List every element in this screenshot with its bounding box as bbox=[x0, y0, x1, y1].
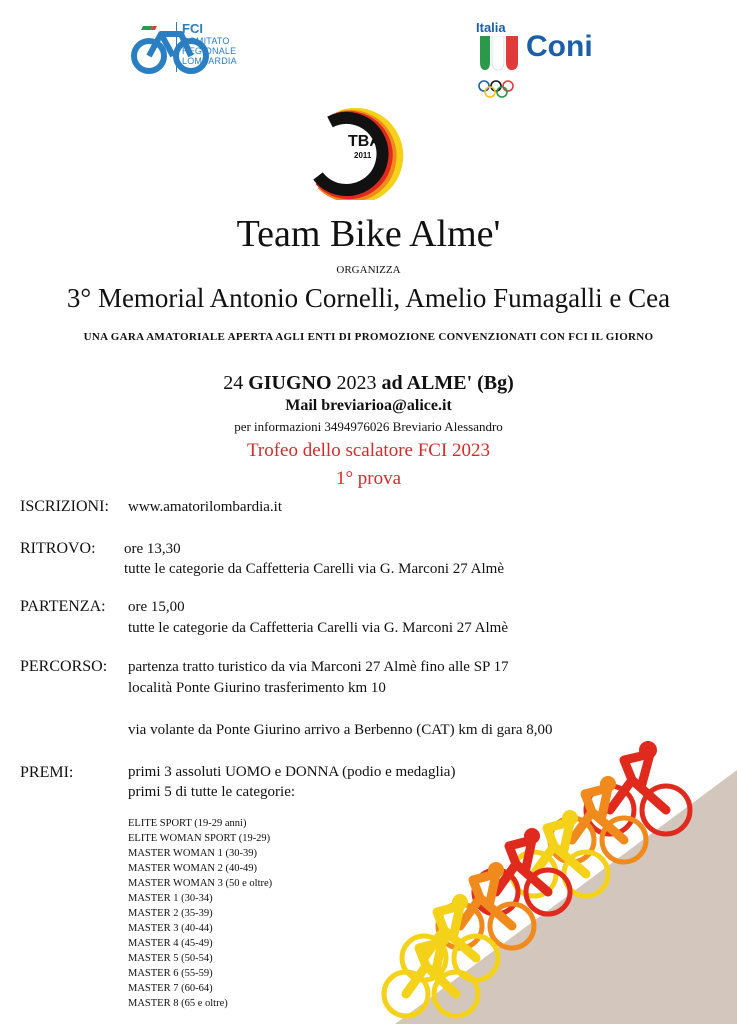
trofeo-title: Trofeo dello scalatore FCI 2023 bbox=[246, 440, 491, 461]
percorso-line2: località Ponte Giurino trasferimento km 10 bbox=[128, 680, 386, 696]
premi-line2: primi 5 di tutte le categorie: bbox=[128, 784, 296, 800]
coni-wordmark: Coni bbox=[526, 30, 593, 63]
premi-line1: primi 3 assoluti UOMO e DONNA (podio e medaglia) bbox=[128, 764, 456, 780]
category-item: ELITE WOMAN SPORT (19-29) bbox=[128, 833, 271, 844]
partenza-time: ore 15,00 bbox=[128, 599, 185, 615]
category-item: MASTER 7 (60-64) bbox=[128, 983, 213, 994]
category-list bbox=[128, 816, 272, 1011]
category-item: ELITE SPORT (19-29 anni) bbox=[128, 818, 247, 829]
tba-logo-year: 2011 bbox=[354, 151, 372, 160]
event-place: ad ALME' (Bg) bbox=[381, 372, 514, 394]
percorso-line1: partenza tratto turistico da via Marconi 27 Almè fino alle SP 17 bbox=[128, 659, 509, 675]
percorso-line3: via volante da Ponte Giurino arrivo a Berbenno (CAT) km di gara 8,00 bbox=[128, 722, 553, 738]
event-date bbox=[0, 372, 737, 395]
fci-bicycle-logo bbox=[84, 18, 264, 80]
event-month: GIUGNO bbox=[248, 372, 332, 394]
category-item: MASTER 1 (30-34) bbox=[128, 893, 213, 904]
coni-italia-label: Italia bbox=[476, 20, 506, 35]
ritrovo-detail: tutte le categorie da Caffetteria Carelli via G. Marconi 27 Almè bbox=[124, 561, 504, 577]
event-day: 24 bbox=[223, 372, 244, 394]
partenza-label: PARTENZA: bbox=[20, 598, 106, 615]
contact-mail: Mail breviarioa@alice.it bbox=[285, 397, 452, 414]
tba-logo-text: TBA bbox=[348, 133, 381, 150]
fci-line-lombardia: LOMBARDIA bbox=[182, 56, 237, 66]
cyclists-illustration bbox=[380, 740, 737, 1024]
fci-acronym: FCI bbox=[182, 21, 203, 36]
percorso-label: PERCORSO: bbox=[20, 658, 108, 675]
gara-description: UNA GARA AMATORIALE APERTA AGLI ENTI DI PROMOZIONE CONVENZIONATI CON FCI IL GIORNO bbox=[83, 331, 654, 343]
fci-divider bbox=[176, 22, 177, 72]
ritrovo-time: ore 13,30 bbox=[124, 541, 181, 557]
category-item: MASTER WOMAN 1 (30-39) bbox=[128, 848, 258, 859]
category-item: MASTER 4 (45-49) bbox=[128, 938, 213, 949]
category-item: MASTER 6 (55-59) bbox=[128, 968, 213, 979]
organizza-label: ORGANIZZA bbox=[336, 264, 401, 276]
category-item: MASTER WOMAN 2 (40-49) bbox=[128, 863, 258, 874]
premi-label: PREMI: bbox=[20, 764, 74, 781]
team-name: Team Bike Alme' bbox=[236, 213, 501, 255]
prova-number: 1° prova bbox=[335, 468, 402, 489]
fci-line-regionale: REGIONALE bbox=[182, 46, 237, 56]
memorial-title: 3° Memorial Antonio Cornelli, Amelio Fumagalli e Cea bbox=[66, 283, 671, 313]
iscrizioni-label: ISCRIZIONI: bbox=[20, 498, 109, 515]
category-item: MASTER 8 (65 e oltre) bbox=[128, 998, 228, 1009]
category-item: MASTER 5 (50-54) bbox=[128, 953, 213, 964]
contact-info: per informazioni 3494976026 Breviario Alessandro bbox=[234, 419, 503, 434]
fci-line-comitato: COMITATO bbox=[182, 36, 230, 46]
ritrovo-label: RITROVO: bbox=[20, 540, 96, 557]
category-item: MASTER WOMAN 3 (50 e oltre) bbox=[128, 878, 273, 889]
fci-text-block bbox=[182, 22, 237, 66]
iscrizioni-link[interactable]: www.amatorilombardia.it bbox=[128, 499, 282, 515]
tba-team-logo bbox=[312, 108, 416, 200]
event-year: 2023 bbox=[336, 372, 377, 394]
category-item: MASTER 2 (35-39) bbox=[128, 908, 213, 919]
coni-emblem bbox=[476, 36, 524, 102]
partenza-detail: tutte le categorie da Caffetteria Carelli via G. Marconi 27 Almè bbox=[128, 620, 508, 636]
category-item: MASTER 3 (40-44) bbox=[128, 923, 213, 934]
